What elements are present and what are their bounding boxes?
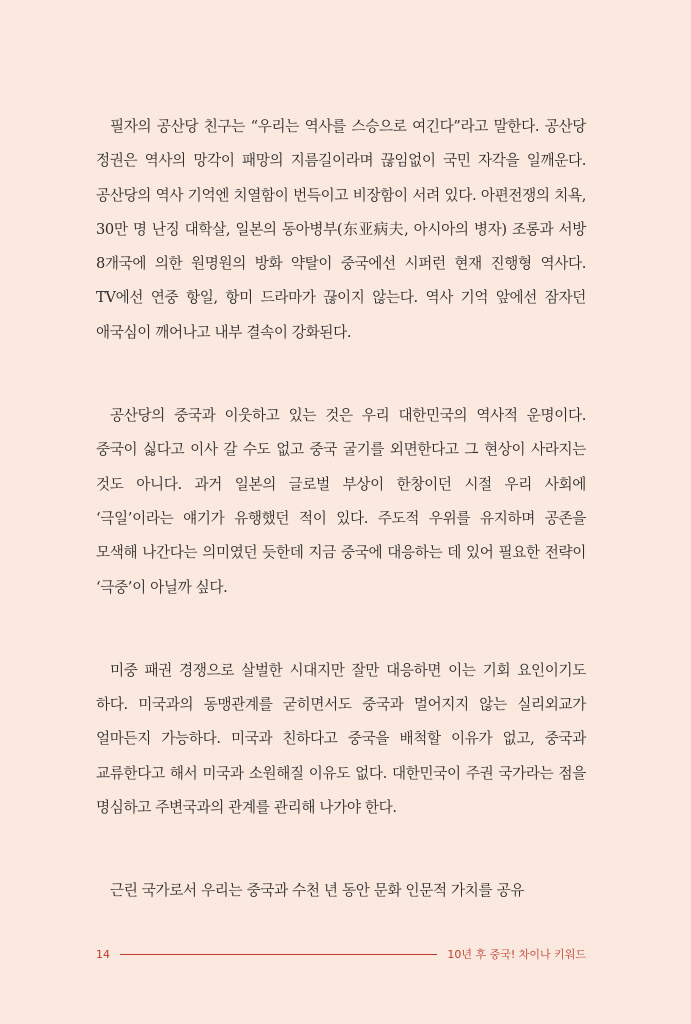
page-body <box>96 110 586 909</box>
footer-rule <box>120 954 437 955</box>
paragraph-2 <box>96 399 586 605</box>
running-title: 10년 후 중국! 차이나 키워드 <box>447 948 586 961</box>
page-number: 14 <box>96 947 110 961</box>
page-footer <box>96 944 586 964</box>
paragraph-1-text: 필자의 공산당 친구는 “우리는 역사를 스승으로 여긴다”라고 말한다. 공산당 정권은 역사의 망각이 패망의 지름길이라며 끊임없이 국민 자각을 일깨운다. 공산당의 역사 기억엔 치열함이 번득이고 비장함이 서려 있다. 아편전쟁의 치욕, 30만 명 난징 대학살, 일본의 동아병부(东亚病夫, 아시아의 병자) 조롱과 서방 8개국에 의한 원명원의 방화 약탈이 중국에선 시퍼런 현재 진행형 역사다. TV에선 연중 항일, 항미 드라마가 끊이지 않는다. 역사 기억 앞에선 잠자던 애국심이 깨어나고 내부 결속이 강화된다. <box>96 118 586 341</box>
paragraph-4 <box>96 874 586 908</box>
paragraph-3 <box>96 654 586 825</box>
paragraph-2-text: 공산당의 중국과 이웃하고 있는 것은 우리 대한민국의 역사적 운명이다. 중국이 싫다고 이사 갈 수도 없고 중국 굴기를 외면한다고 그 현상이 사라지는 것도 아니다. 과거 일본의 글로벌 부상이 한창이던 시절 우리 사회에 ‘극일’이라는 얘기가 유행했던 적이 있다. 주도적 우위를 유지하며 공존을 모색해 나간다는 의미였던 듯한데 지금 중국에 대응하는 데 있어 필요한 전략이 ‘극중’이 아닐까 싶다. <box>96 407 586 596</box>
paragraph-3-text: 미중 패권 경쟁으로 살벌한 시대지만 잘만 대응하면 이는 기회 요인이기도 하다. 미국과의 동맹관계를 굳히면서도 중국과 멀어지지 않는 실리외교가 얼마든지 가능하다. 미국과 친하다고 중국을 배척할 이유가 없고, 중국과 교류한다고 해서 미국과 소원해질 이유도 없다. 대한민국이 주권 국가라는 점을 명심하고 주변국과의 관계를 관리해 나가야 한다. <box>96 661 586 817</box>
paragraph-4-text: 근린 국가로서 우리는 중국과 수천 년 동안 문화 인문적 가치를 공유 <box>110 882 525 900</box>
paragraph-1 <box>96 110 586 350</box>
